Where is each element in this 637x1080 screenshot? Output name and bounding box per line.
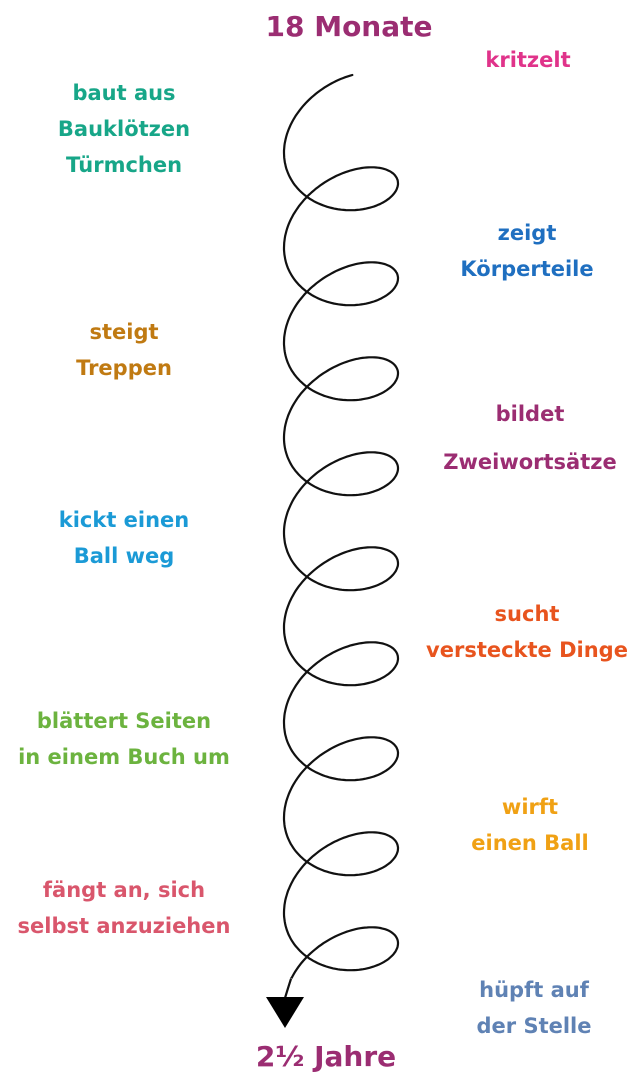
milestone-koerperteile: zeigt Körperteile [460,221,594,281]
milestone-tuermchen: baut aus Bauklötzen Türmchen [57,81,191,177]
milestone-ball-kicken: kickt einen Ball weg [58,508,190,568]
milestone-kritzelt: kritzelt [485,48,571,72]
start-label: 18 Monate [265,10,433,43]
end-label: 2½ Jahre [255,1040,397,1073]
milestone-zweiwortsaetze: bildet Zweiwortsätze [443,402,617,474]
down-arrow-icon [266,997,304,1028]
milestone-anziehen: fängt an, sich selbst anzuziehen [17,878,231,938]
milestone-buch: blättert Seiten in einem Buch um [18,709,230,769]
milestone-versteckte-dinge: sucht versteckte Dinge [426,602,628,662]
milestone-huepfen: hüpft auf der Stelle [476,978,592,1038]
milestone-treppen: steigt Treppen [76,320,172,380]
milestone-ball-werfen: wirft einen Ball [471,795,589,855]
spiral-line [284,75,398,998]
